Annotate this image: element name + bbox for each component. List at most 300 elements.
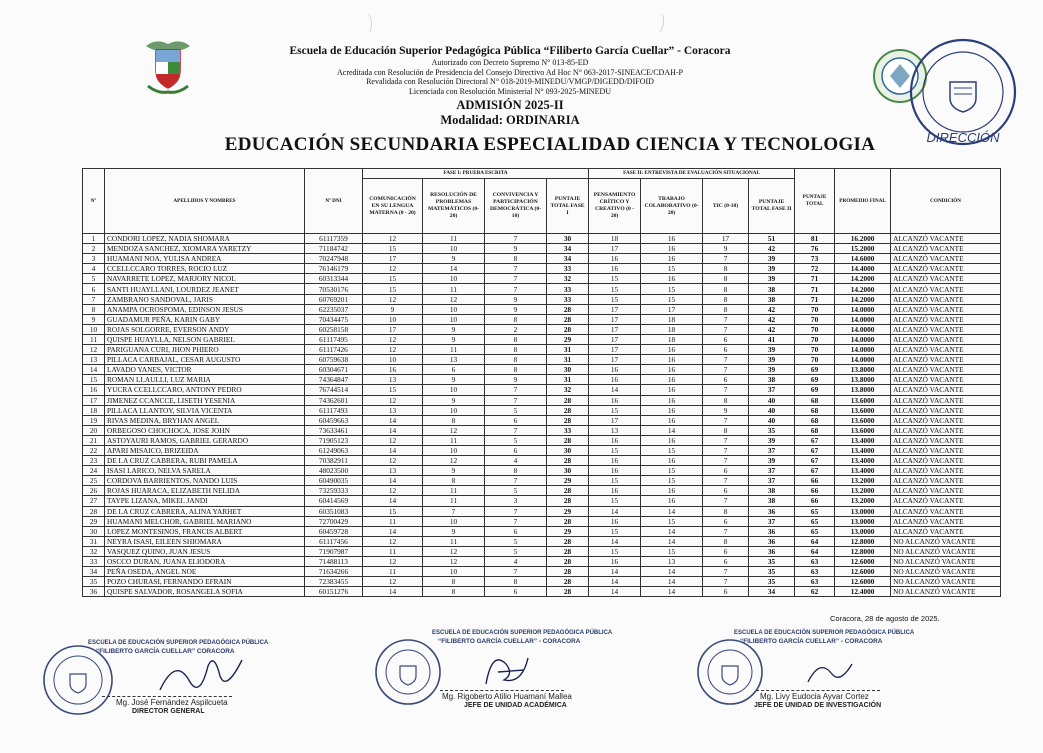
row-number: 4 <box>83 264 105 274</box>
final-average: 14.2000 <box>835 294 891 304</box>
score-critical-thinking: 15 <box>589 294 641 304</box>
applicant-name: HUAMANI MELCHOR, GABRIEL MARIANO <box>105 516 305 526</box>
score-communication: 9 <box>363 304 423 314</box>
phase1-total: 31 <box>547 375 589 385</box>
condition-status: ALCANZÓ VACANTE <box>891 355 1001 365</box>
final-average: 13.2000 <box>835 496 891 506</box>
score-communication: 14 <box>363 526 423 536</box>
table-row <box>83 314 1001 324</box>
score-math: 10 <box>423 244 485 254</box>
phase2-total: 38 <box>749 284 795 294</box>
modality-label: Modalidad: ORDINARIA <box>440 113 580 128</box>
score-math: 9 <box>423 334 485 344</box>
condition-status: ALCANZÓ VACANTE <box>891 385 1001 395</box>
handwritten-signature <box>802 654 858 688</box>
table-row <box>83 486 1001 496</box>
final-average: 13.0000 <box>835 516 891 526</box>
dni-number: 71907987 <box>305 546 363 556</box>
score-critical-thinking: 14 <box>589 577 641 587</box>
signature-research-head <box>690 620 920 720</box>
score-teamwork: 16 <box>641 274 703 284</box>
score-coexistence: 7 <box>485 264 547 274</box>
score-critical-thinking: 16 <box>589 264 641 274</box>
score-communication: 12 <box>363 577 423 587</box>
dni-number: 74364847 <box>305 375 363 385</box>
score-critical-thinking: 16 <box>589 365 641 375</box>
score-math: 8 <box>423 415 485 425</box>
score-teamwork: 15 <box>641 466 703 476</box>
condition-status: ALCANZÓ VACANTE <box>891 476 1001 486</box>
applicant-name: POZO CHURASI, FERNANDO EFRAIN <box>105 577 305 587</box>
phase2-total: 39 <box>749 254 795 264</box>
score-coexistence: 7 <box>485 567 547 577</box>
final-average: 13.2000 <box>835 476 891 486</box>
condition-status: ALCANZÓ VACANTE <box>891 456 1001 466</box>
phase2-total: 42 <box>749 244 795 254</box>
score-teamwork: 15 <box>641 476 703 486</box>
phase1-total: 28 <box>547 577 589 587</box>
condition-status: ALCANZÓ VACANTE <box>891 294 1001 304</box>
score-coexistence: 4 <box>485 456 547 466</box>
score-critical-thinking: 14 <box>589 587 641 597</box>
applicant-name: APARI MISAICO, BRIZEIDA <box>105 445 305 455</box>
dni-number: 60258158 <box>305 324 363 334</box>
score-coexistence: 7 <box>485 516 547 526</box>
top-decoration <box>360 12 680 34</box>
condition-status: ALCANZÓ VACANTE <box>891 526 1001 536</box>
total-score: 68 <box>795 405 835 415</box>
table-row <box>83 587 1001 597</box>
total-score: 72 <box>795 264 835 274</box>
score-math: 9 <box>423 466 485 476</box>
score-math: 11 <box>423 234 485 244</box>
final-average: 13.4000 <box>835 456 891 466</box>
score-coexistence: 7 <box>485 425 547 435</box>
phase2-total: 40 <box>749 395 795 405</box>
header-line: Licenciada con Resolución Ministerial N° 093-2025-MINEDU <box>408 86 612 96</box>
total-score: 70 <box>795 314 835 324</box>
score-teamwork: 14 <box>641 536 703 546</box>
score-critical-thinking: 16 <box>589 254 641 264</box>
final-average: 12.8000 <box>835 546 891 556</box>
final-average: 13.6000 <box>835 425 891 435</box>
total-score: 66 <box>795 486 835 496</box>
score-tic: 7 <box>703 324 749 334</box>
applicant-name: ZAMBRANO SANDOVAL, JARIS <box>105 294 305 304</box>
signature-institution: ESCUELA DE EDUCACIÓN SUPERIOR PEDAGÓGICA PÚBLICA <box>432 630 613 636</box>
applicant-name: DE LA CRUZ CABRERA, ALINA YARHET <box>105 506 305 516</box>
applicant-name: ROJAS SOLGORRE, EVERSON ANDY <box>105 324 305 334</box>
row-number: 26 <box>83 486 105 496</box>
dni-number: 76744514 <box>305 385 363 395</box>
table-row <box>83 324 1001 334</box>
score-tic: 7 <box>703 365 749 375</box>
row-number: 15 <box>83 375 105 385</box>
applicant-name: VASQUEZ QUINO, JUAN JESUS <box>105 546 305 556</box>
score-coexistence: 9 <box>485 244 547 254</box>
applicant-name: CORDOVA BARRIENTOS, NANDO LUIS <box>105 476 305 486</box>
row-number: 10 <box>83 324 105 334</box>
phase1-total: 32 <box>547 274 589 284</box>
dni-number: 70247948 <box>305 254 363 264</box>
phase2-total: 37 <box>749 516 795 526</box>
score-coexistence: 3 <box>485 496 547 506</box>
dni-number: 61117456 <box>305 536 363 546</box>
condition-status: ALCANZÓ VACANTE <box>891 244 1001 254</box>
applicant-name: NEYRA ISASI, EILEEN SHIOMARA <box>105 536 305 546</box>
col-header-total: PUNTAJE TOTAL <box>795 169 835 234</box>
row-number: 29 <box>83 516 105 526</box>
total-score: 66 <box>795 476 835 486</box>
dni-number: 60490035 <box>305 476 363 486</box>
applicant-name: PILLACA LLANTOY, SILVIA VICENTA <box>105 405 305 415</box>
condition-status: NO ALCANZÓ VACANTE <box>891 536 1001 546</box>
table-row <box>83 496 1001 506</box>
score-tic: 7 <box>703 526 749 536</box>
phase2-total: 35 <box>749 557 795 567</box>
score-communication: 12 <box>363 294 423 304</box>
score-coexistence: 8 <box>485 254 547 264</box>
phase2-total: 37 <box>749 476 795 486</box>
signature-institution: ESCUELA DE EDUCACIÓN SUPERIOR PEDAGÓGICA PÚBLICA <box>734 630 915 636</box>
table-row <box>83 506 1001 516</box>
score-tic: 7 <box>703 355 749 365</box>
score-teamwork: 15 <box>641 445 703 455</box>
score-coexistence: 7 <box>485 506 547 516</box>
row-number: 12 <box>83 345 105 355</box>
table-row <box>83 234 1001 244</box>
total-score: 68 <box>795 395 835 405</box>
phase2-total: 36 <box>749 536 795 546</box>
score-coexistence: 6 <box>485 445 547 455</box>
score-communication: 13 <box>363 375 423 385</box>
row-number: 11 <box>83 334 105 344</box>
final-average: 12.8000 <box>835 536 891 546</box>
phase1-total: 33 <box>547 284 589 294</box>
score-math: 7 <box>423 506 485 516</box>
final-average: 13.6000 <box>835 415 891 425</box>
row-number: 3 <box>83 254 105 264</box>
table-row <box>83 304 1001 314</box>
final-average: 13.6000 <box>835 395 891 405</box>
table-row <box>83 294 1001 304</box>
score-critical-thinking: 17 <box>589 324 641 334</box>
score-communication: 12 <box>363 334 423 344</box>
score-teamwork: 14 <box>641 526 703 536</box>
phase2-header: FASE II: ENTREVISTA DE EVALUACIÓN SITUACIONAL <box>589 169 795 179</box>
score-coexistence: 9 <box>485 304 547 314</box>
score-math: 8 <box>423 476 485 486</box>
dni-number: 61117359 <box>305 234 363 244</box>
score-coexistence: 8 <box>485 577 547 587</box>
table-row <box>83 476 1001 486</box>
score-coexistence: 4 <box>485 557 547 567</box>
score-teamwork: 18 <box>641 324 703 334</box>
score-critical-thinking: 17 <box>589 334 641 344</box>
score-math: 9 <box>423 324 485 334</box>
score-tic: 7 <box>703 456 749 466</box>
final-average: 14.0000 <box>835 324 891 334</box>
applicant-name: QUISPE HUAYLLA, NELSON GABRIEL <box>105 334 305 344</box>
score-critical-thinking: 17 <box>589 355 641 365</box>
score-math: 10 <box>423 314 485 324</box>
phase2-total: 36 <box>749 506 795 516</box>
score-tic: 8 <box>703 425 749 435</box>
score-teamwork: 16 <box>641 345 703 355</box>
total-score: 73 <box>795 254 835 264</box>
table-row <box>83 445 1001 455</box>
dni-number: 61249063 <box>305 445 363 455</box>
phase2-total: 37 <box>749 466 795 476</box>
score-math: 11 <box>423 345 485 355</box>
row-number: 20 <box>83 425 105 435</box>
signature-institution-name: “FILIBERTO GARCÍA CUELLAR” - CORACORA <box>438 638 581 645</box>
score-communication: 12 <box>363 345 423 355</box>
table-row <box>83 536 1001 546</box>
dni-number: 73633461 <box>305 425 363 435</box>
total-score: 69 <box>795 375 835 385</box>
phase2-total: 38 <box>749 486 795 496</box>
score-teamwork: 16 <box>641 486 703 496</box>
score-critical-thinking: 15 <box>589 546 641 556</box>
score-communication: 12 <box>363 234 423 244</box>
condition-status: ALCANZÓ VACANTE <box>891 314 1001 324</box>
applicant-name: CCELLCCARO TORRES, ROCIO LUZ <box>105 264 305 274</box>
total-score: 81 <box>795 234 835 244</box>
phase1-total: 29 <box>547 334 589 344</box>
col-header-phase1-total: PUNTAJE TOTAL FASE I <box>547 179 589 234</box>
score-math: 12 <box>423 557 485 567</box>
score-critical-thinking: 15 <box>589 496 641 506</box>
score-math: 12 <box>423 425 485 435</box>
table-row <box>83 425 1001 435</box>
total-score: 64 <box>795 546 835 556</box>
dni-number: 60313344 <box>305 274 363 284</box>
score-communication: 14 <box>363 476 423 486</box>
score-teamwork: 14 <box>641 577 703 587</box>
score-math: 11 <box>423 486 485 496</box>
table-row <box>83 456 1001 466</box>
score-communication: 10 <box>363 355 423 365</box>
score-tic: 7 <box>703 567 749 577</box>
score-math: 9 <box>423 254 485 264</box>
col-header-math: RESOLUCIÓN DE PROBLEMAS MATEMÁTICOS (0-20) <box>423 179 485 234</box>
score-math: 10 <box>423 516 485 526</box>
total-score: 71 <box>795 274 835 284</box>
score-critical-thinking: 18 <box>589 234 641 244</box>
applicant-name: HUAMANI NOA, YULISA ANDREA <box>105 254 305 264</box>
condition-status: ALCANZÓ VACANTE <box>891 234 1001 244</box>
row-number: 30 <box>83 526 105 536</box>
table-row <box>83 375 1001 385</box>
score-math: 10 <box>423 567 485 577</box>
score-math: 11 <box>423 284 485 294</box>
score-math: 14 <box>423 264 485 274</box>
table-row <box>83 284 1001 294</box>
phase2-total: 42 <box>749 314 795 324</box>
score-teamwork: 16 <box>641 244 703 254</box>
dni-number: 71184742 <box>305 244 363 254</box>
score-tic: 6 <box>703 557 749 567</box>
condition-status: NO ALCANZÓ VACANTE <box>891 546 1001 556</box>
dni-number: 60414569 <box>305 496 363 506</box>
dni-number: 60351083 <box>305 506 363 516</box>
score-math: 9 <box>423 526 485 536</box>
condition-status: NO ALCANZÓ VACANTE <box>891 577 1001 587</box>
dni-number: 60759638 <box>305 355 363 365</box>
score-critical-thinking: 16 <box>589 456 641 466</box>
score-coexistence: 8 <box>485 355 547 365</box>
row-number: 1 <box>83 234 105 244</box>
score-teamwork: 16 <box>641 456 703 466</box>
table-row <box>83 516 1001 526</box>
row-number: 18 <box>83 405 105 415</box>
dni-number: 72383455 <box>305 577 363 587</box>
table-row <box>83 274 1001 284</box>
score-teamwork: 16 <box>641 254 703 264</box>
phase2-total: 38 <box>749 294 795 304</box>
final-average: 14.0000 <box>835 304 891 314</box>
seal-direction-label: DIRECCIÓN <box>926 130 1000 145</box>
phase2-total: 39 <box>749 274 795 284</box>
score-communication: 14 <box>363 425 423 435</box>
phase2-total: 38 <box>749 375 795 385</box>
score-coexistence: 5 <box>485 536 547 546</box>
phase1-header: FASE I: PRUEBA ESCRITA <box>363 169 589 179</box>
score-teamwork: 14 <box>641 567 703 577</box>
phase1-total: 33 <box>547 294 589 304</box>
table-row <box>83 365 1001 375</box>
score-critical-thinking: 16 <box>589 395 641 405</box>
signature-institution-name: “FILIBERTO GARCÍA CUELLAR” CORACORA <box>96 648 235 655</box>
score-communication: 12 <box>363 395 423 405</box>
applicant-name: LOPEZ MONTESINOS, FRANCIS ALBERT <box>105 526 305 536</box>
score-tic: 6 <box>703 345 749 355</box>
total-score: 67 <box>795 466 835 476</box>
phase2-total: 39 <box>749 435 795 445</box>
score-coexistence: 7 <box>485 476 547 486</box>
score-communication: 15 <box>363 274 423 284</box>
score-math: 10 <box>423 304 485 314</box>
score-communication: 14 <box>363 587 423 597</box>
score-tic: 6 <box>703 466 749 476</box>
condition-status: ALCANZÓ VACANTE <box>891 375 1001 385</box>
score-teamwork: 16 <box>641 234 703 244</box>
row-number: 21 <box>83 435 105 445</box>
score-math: 9 <box>423 375 485 385</box>
col-header-tic: TIC (0-10) <box>703 179 749 234</box>
score-coexistence: 6 <box>485 587 547 597</box>
score-coexistence: 5 <box>485 435 547 445</box>
total-score: 63 <box>795 577 835 587</box>
condition-status: NO ALCANZÓ VACANTE <box>891 587 1001 597</box>
score-teamwork: 16 <box>641 415 703 425</box>
row-number: 22 <box>83 445 105 455</box>
score-critical-thinking: 16 <box>589 375 641 385</box>
score-tic: 7 <box>703 435 749 445</box>
score-communication: 15 <box>363 284 423 294</box>
score-communication: 12 <box>363 264 423 274</box>
score-coexistence: 7 <box>485 385 547 395</box>
score-communication: 12 <box>363 456 423 466</box>
row-number: 17 <box>83 395 105 405</box>
total-score: 70 <box>795 324 835 334</box>
score-critical-thinking: 17 <box>589 415 641 425</box>
score-tic: 6 <box>703 546 749 556</box>
score-teamwork: 14 <box>641 506 703 516</box>
condition-status: ALCANZÓ VACANTE <box>891 516 1001 526</box>
total-score: 66 <box>795 496 835 506</box>
score-coexistence: 7 <box>485 274 547 284</box>
row-number: 35 <box>83 577 105 587</box>
score-tic: 7 <box>703 577 749 587</box>
phase2-total: 39 <box>749 345 795 355</box>
total-score: 63 <box>795 567 835 577</box>
total-score: 65 <box>795 506 835 516</box>
total-score: 68 <box>795 415 835 425</box>
score-tic: 8 <box>703 264 749 274</box>
dni-number: 60304671 <box>305 365 363 375</box>
applicant-name: DE LA CRUZ CABRERA, RUBI PAMELA <box>105 456 305 466</box>
total-score: 70 <box>795 345 835 355</box>
final-average: 13.4000 <box>835 466 891 476</box>
score-tic: 9 <box>703 244 749 254</box>
dni-number: 70382911 <box>305 456 363 466</box>
phase2-total: 35 <box>749 567 795 577</box>
row-number: 6 <box>83 284 105 294</box>
total-score: 65 <box>795 526 835 536</box>
applicant-name: ANAMPA OCROSPOMA, EDINSON JESUS <box>105 304 305 314</box>
score-coexistence: 5 <box>485 405 547 415</box>
total-score: 63 <box>795 557 835 567</box>
signer-name: Mg. Livy Eudocia Ayvar Cortez <box>760 692 869 701</box>
total-score: 62 <box>795 587 835 597</box>
phase1-total: 31 <box>547 355 589 365</box>
dni-number: 61117495 <box>305 334 363 344</box>
score-tic: 6 <box>703 587 749 597</box>
score-coexistence: 8 <box>485 314 547 324</box>
phase2-total: 42 <box>749 324 795 334</box>
score-tic: 6 <box>703 516 749 526</box>
dni-number: 72700429 <box>305 516 363 526</box>
total-score: 70 <box>795 334 835 344</box>
score-critical-thinking: 17 <box>589 304 641 314</box>
score-coexistence: 2 <box>485 324 547 334</box>
table-row <box>83 345 1001 355</box>
phase2-total: 37 <box>749 385 795 395</box>
score-communication: 11 <box>363 546 423 556</box>
score-critical-thinking: 17 <box>589 244 641 254</box>
score-coexistence: 6 <box>485 526 547 536</box>
row-number: 9 <box>83 314 105 324</box>
applicant-name: ASTOYAURI RAMOS, GABRIEL GERARDO <box>105 435 305 445</box>
phase1-total: 28 <box>547 304 589 314</box>
score-coexistence: 7 <box>485 395 547 405</box>
final-average: 14.6000 <box>835 254 891 264</box>
table-row <box>83 546 1001 556</box>
score-communication: 16 <box>363 365 423 375</box>
handwritten-signature <box>156 652 246 698</box>
dni-number: 60459663 <box>305 415 363 425</box>
applicant-name: NAVARRETE LOPEZ, MARJORY NICOL <box>105 274 305 284</box>
phase2-total: 39 <box>749 365 795 375</box>
score-teamwork: 16 <box>641 375 703 385</box>
final-average: 14.2000 <box>835 284 891 294</box>
score-communication: 11 <box>363 567 423 577</box>
score-communication: 12 <box>363 486 423 496</box>
score-tic: 8 <box>703 536 749 546</box>
signer-role: JEFE DE UNIDAD DE INVESTIGACIÓN <box>754 702 882 709</box>
